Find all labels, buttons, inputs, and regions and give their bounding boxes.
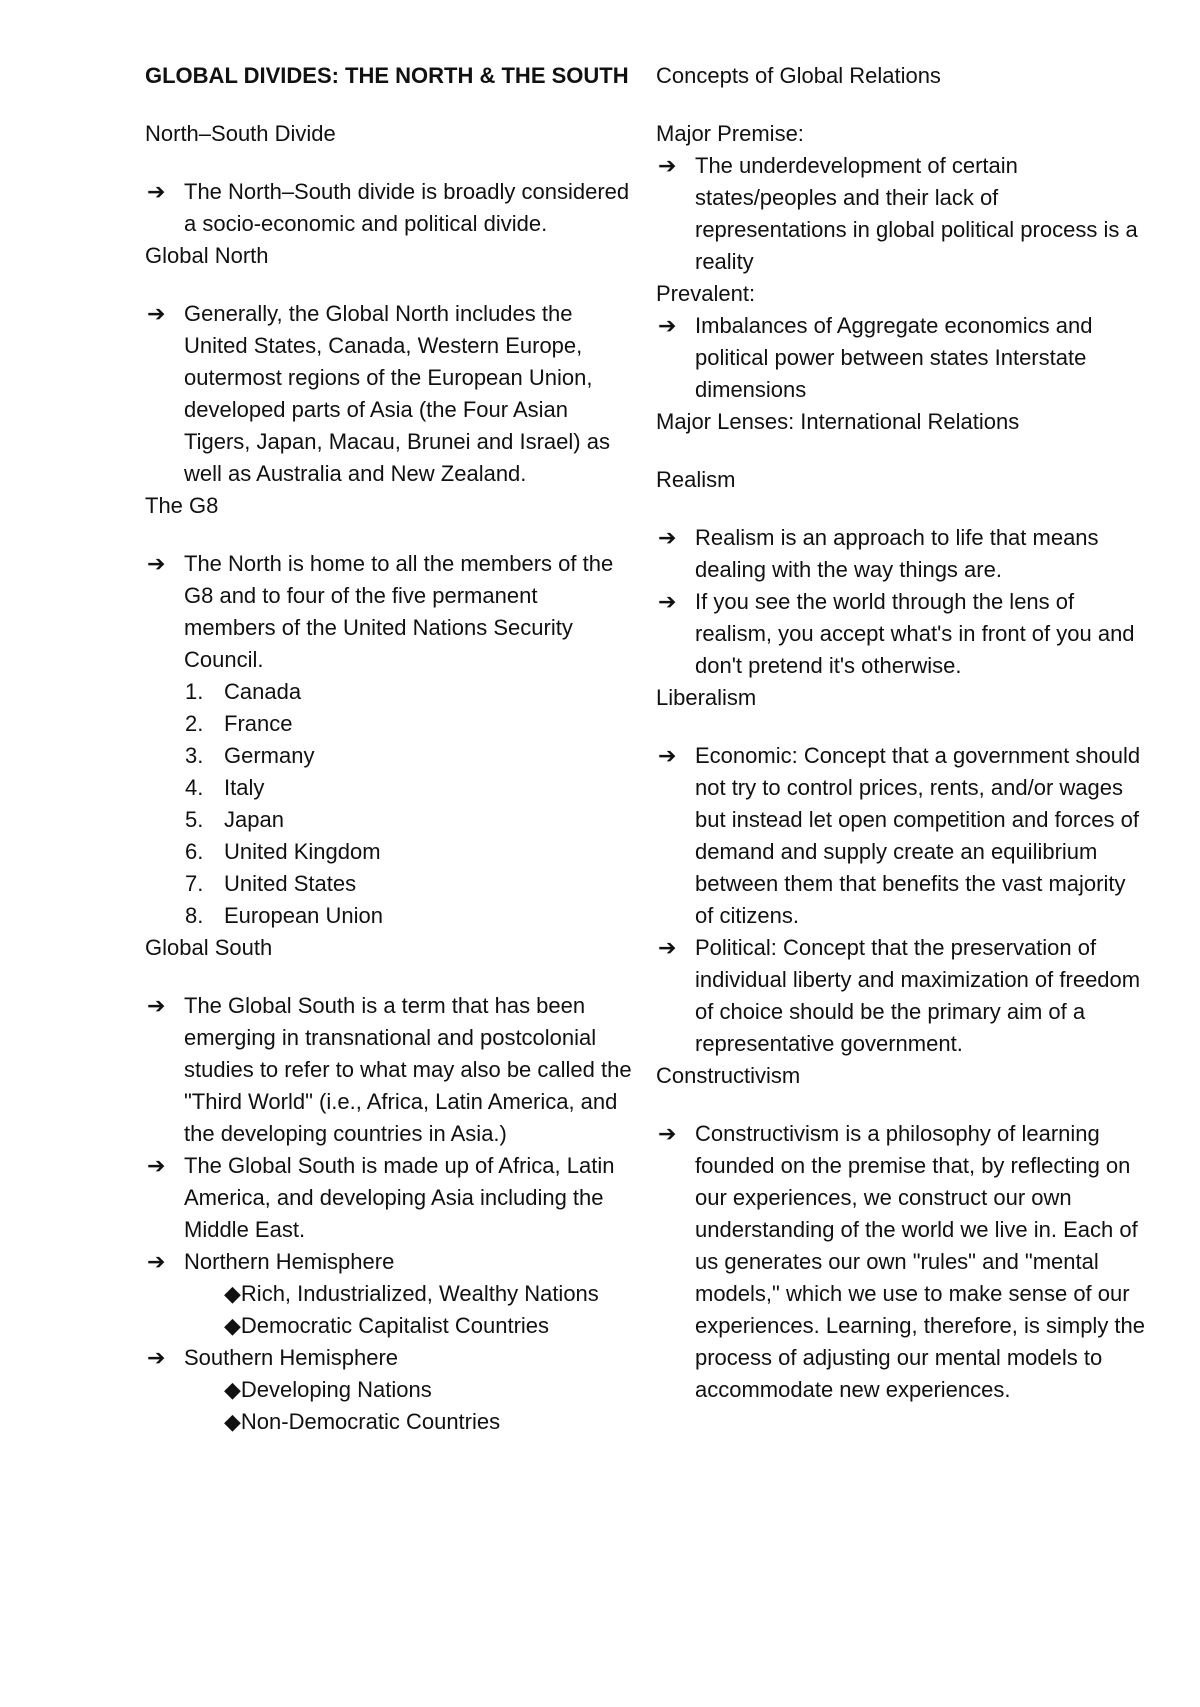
list-item: ➔ Economic: Concept that a government should not try to control prices, rents, and/or wages but instead let open competition and forces of demand and supply create an equilibrium between them that benefits the vast majority of citizens. [656, 740, 1146, 932]
list-item: ➔ The North is home to all the members of the G8 and to four of the five permanent members of the United Nations Security Council. [145, 548, 635, 676]
list-item: ➔ Realism is an approach to life that means dealing with the way things are. [656, 522, 1146, 586]
prevalent-label: Prevalent: [656, 281, 756, 306]
list-item: ➔ Constructivism is a philosophy of learning founded on the premise that, by reflecting on our experiences, we construct our own understanding of the world we live in. Each of us generates our own "rules" and "mental models," which we use to make sense of our experiences. Learning, therefore, is simply the process of adjusting our mental models to accommodate new experiences. [656, 1118, 1146, 1406]
list-item: 2. France [185, 711, 293, 736]
list-item: ➔ Northern Hemisphere [145, 1246, 635, 1278]
arrow-bullet-icon: ➔ [147, 551, 166, 576]
list-item: ➔ The Global South is a term that has been emerging in transnational and postcolonial studies to refer to what may also be called the "Third World" (i.e., Africa, Latin America, and the developing countries in Asia.) [145, 990, 635, 1150]
list-item: ➔ If you see the world through the lens of realism, you accept what's in front of you and don't pretend it's otherwise. [656, 586, 1146, 682]
diamond-bullet-icon: ◆ [224, 1409, 241, 1434]
g8-bullets [145, 548, 635, 676]
section-heading-global-south: Global South [145, 935, 273, 960]
major-premise-label: Major Premise: [656, 121, 804, 146]
list-item: ➔ Southern Hemisphere [145, 1342, 635, 1374]
list-item: 3. Germany [185, 743, 315, 768]
list-item: ➔ Generally, the Global North includes the United States, Canada, Western Europe, outermost regions of the European Union, developed parts of Asia (the Four Asian Tigers, Japan, Macau, Brunei and Israel) as well as Australia and New Zealand. [145, 298, 635, 490]
document-title: GLOBAL DIVIDES: THE NORTH & THE SOUTH [145, 63, 629, 88]
realism-bullets [656, 522, 1146, 682]
list-item: ➔ Political: Concept that the preservation of individual liberty and maximization of freedom of choice should be the primary aim of a representative government. [656, 932, 1146, 1060]
section-heading-realism: Realism [656, 467, 736, 492]
section-heading-concepts: Concepts of Global Relations [656, 63, 941, 88]
arrow-bullet-icon: ➔ [658, 153, 677, 178]
prevalent-bullets [656, 310, 1146, 406]
list-item: ◆Democratic Capitalist Countries [224, 1313, 550, 1338]
arrow-bullet-icon: ➔ [147, 301, 166, 326]
list-item: 4. Italy [185, 775, 265, 800]
global-north-bullets [145, 298, 635, 490]
arrow-bullet-icon: ➔ [658, 525, 677, 550]
section-heading-liberalism: Liberalism [656, 685, 757, 710]
section-heading-north-south-divide: North–South Divide [145, 121, 336, 146]
list-item: ➔ Imbalances of Aggregate economics and political power between states Interstate dimensions [656, 310, 1146, 406]
southern-hemisphere-bullet [145, 1342, 635, 1374]
list-item: 1. Canada [185, 679, 302, 704]
right-column [656, 60, 1146, 1406]
global-south-bullets [145, 990, 635, 1278]
arrow-bullet-icon: ➔ [147, 1345, 166, 1370]
diamond-bullet-icon: ◆ [224, 1313, 241, 1338]
list-item: 5. Japan [185, 807, 284, 832]
arrow-bullet-icon: ➔ [147, 993, 166, 1018]
north-south-bullets [145, 176, 635, 240]
diamond-bullet-icon: ◆ [224, 1377, 241, 1402]
arrow-bullet-icon: ➔ [658, 1121, 677, 1146]
section-heading-constructivism: Constructivism [656, 1063, 801, 1088]
diamond-bullet-icon: ◆ [224, 1281, 241, 1306]
list-item: 8. European Union [185, 903, 384, 928]
arrow-bullet-icon: ➔ [658, 743, 677, 768]
left-column [145, 60, 635, 1438]
arrow-bullet-icon: ➔ [147, 1249, 166, 1274]
list-item: ◆Developing Nations [224, 1377, 432, 1402]
list-item: 6. United Kingdom [185, 839, 381, 864]
arrow-bullet-icon: ➔ [658, 313, 677, 338]
arrow-bullet-icon: ➔ [147, 1153, 166, 1178]
liberalism-bullets [656, 740, 1146, 1060]
major-premise-bullets [656, 150, 1146, 278]
northern-hemisphere-sublist [145, 1278, 635, 1342]
arrow-bullet-icon: ➔ [147, 179, 166, 204]
list-item: ◆Rich, Industrialized, Wealthy Nations [224, 1281, 599, 1306]
section-heading-g8: The G8 [145, 493, 219, 518]
arrow-bullet-icon: ➔ [658, 589, 677, 614]
arrow-bullet-icon: ➔ [658, 935, 677, 960]
list-item: ➔ The underdevelopment of certain states/peoples and their lack of representations in global political process is a reality [656, 150, 1146, 278]
constructivism-bullets [656, 1118, 1146, 1406]
list-item: ➔ The North–South divide is broadly considered a socio-economic and political divide. [145, 176, 635, 240]
list-item: ➔ The Global South is made up of Africa, Latin America, and developing Asia including the Middle East. [145, 1150, 635, 1246]
list-item: ◆Non-Democratic Countries [224, 1409, 501, 1434]
southern-hemisphere-sublist [145, 1374, 635, 1438]
g8-member-list [145, 676, 635, 932]
section-heading-major-lenses: Major Lenses: International Relations [656, 409, 1020, 434]
list-item: 7. United States [185, 871, 357, 896]
section-heading-global-north: Global North [145, 243, 269, 268]
